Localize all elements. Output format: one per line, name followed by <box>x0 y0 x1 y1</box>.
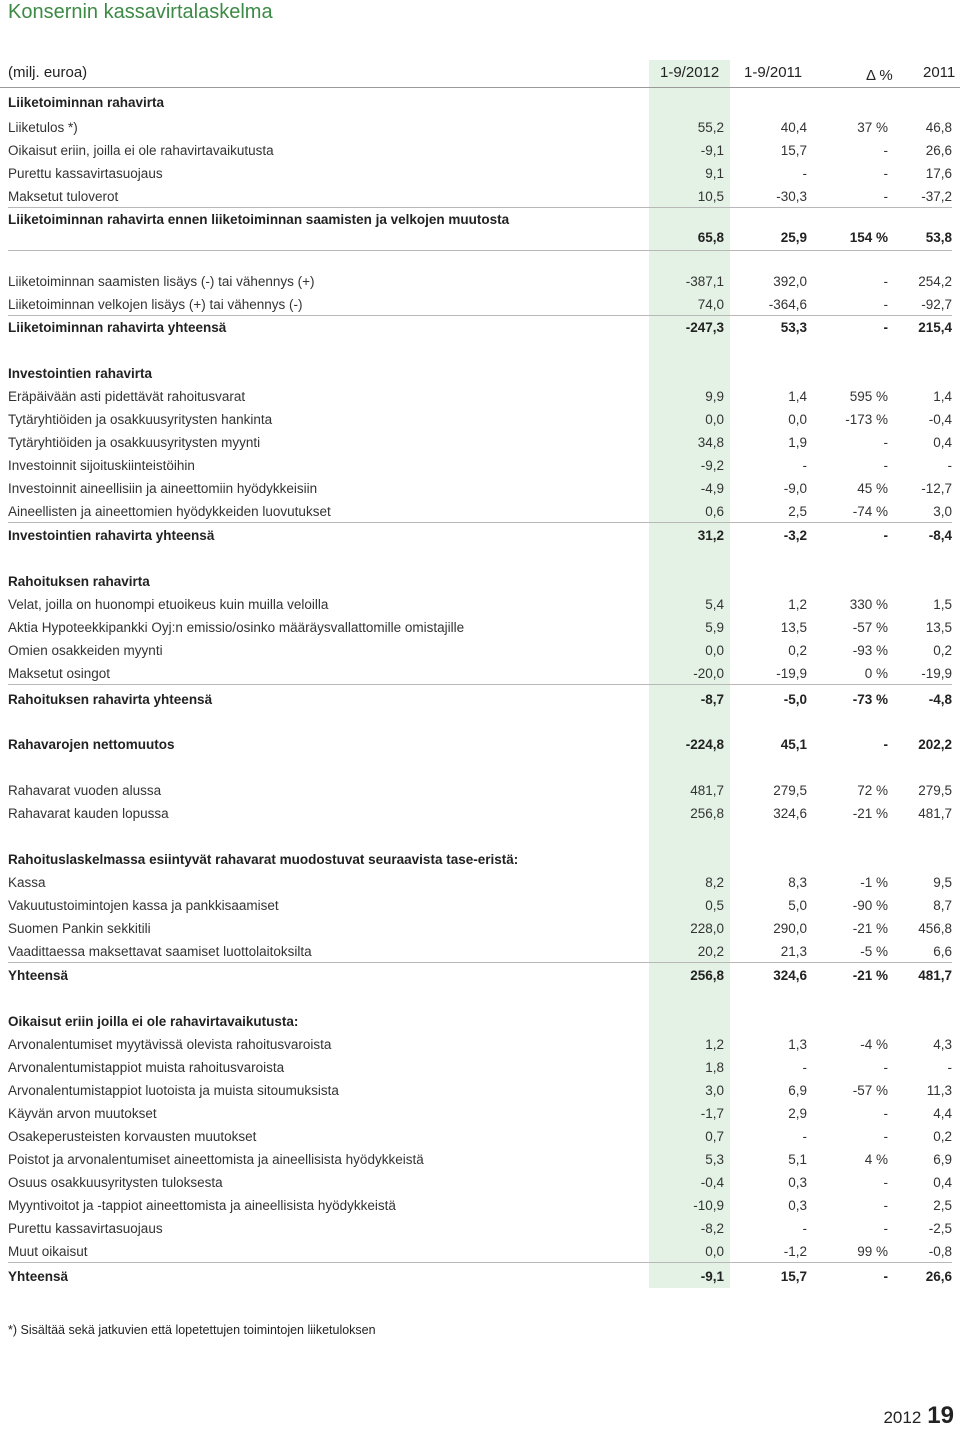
value-1-9-2012: 1,8 <box>705 1060 724 1075</box>
value-1-9-2011: -1,2 <box>783 1244 807 1259</box>
value-1-9-2011: 324,6 <box>773 968 807 983</box>
value-2011: 0,2 <box>933 643 952 658</box>
table-row <box>8 572 952 592</box>
value-1-9-2012: 0,6 <box>705 504 724 519</box>
value-1-9-2012: -4,9 <box>700 481 724 496</box>
value-delta-pct: 154 % <box>849 230 888 245</box>
value-1-9-2012: 34,8 <box>697 435 724 450</box>
table-row <box>8 387 952 407</box>
value-2011: 26,6 <box>925 1269 952 1284</box>
row-label: Tytäryhtiöiden ja osakkuusyritysten hankinta <box>8 412 273 427</box>
value-1-9-2012: -20,0 <box>693 666 724 681</box>
row-label: Investointien rahavirta <box>8 366 153 381</box>
row-label: Yhteensä <box>8 1269 69 1284</box>
value-2011: 456,8 <box>918 921 952 936</box>
value-1-9-2011: 290,0 <box>773 921 807 936</box>
row-label: Arvonalentumiset myytävissä olevista rahoitusvaroista <box>8 1037 332 1052</box>
value-2011: 0,4 <box>933 1175 952 1190</box>
column-header-2011: 2011 <box>923 64 956 81</box>
value-1-9-2012: -247,3 <box>685 320 724 335</box>
value-1-9-2011: 0,2 <box>788 643 807 658</box>
row-label: Suomen Pankin sekkitili <box>8 921 151 936</box>
value-delta-pct: - <box>883 297 888 312</box>
value-delta-pct: -173 % <box>845 412 888 427</box>
table-row <box>8 804 952 824</box>
value-2011: - <box>947 458 952 473</box>
value-delta-pct: - <box>883 189 888 204</box>
table-row <box>8 164 952 184</box>
row-label: Maksetut osingot <box>8 666 111 681</box>
value-2011: -8,4 <box>928 528 952 543</box>
value-1-9-2012: 0,0 <box>705 643 724 658</box>
value-2011: 1,4 <box>933 389 952 404</box>
unit-label: (milj. euroa) <box>8 64 88 81</box>
table-row <box>8 502 952 523</box>
value-1-9-2011: 15,7 <box>780 143 807 158</box>
row-label: Omien osakkeiden myynti <box>8 643 163 658</box>
row-label: Kassa <box>8 875 46 890</box>
row-label: Arvonalentumistappiot muista rahoitusvaroista <box>8 1060 285 1075</box>
value-1-9-2011: 2,5 <box>788 504 807 519</box>
row-label: Liiketoiminnan rahavirta yhteensä <box>8 320 227 335</box>
value-delta-pct: -74 % <box>852 504 888 519</box>
row-label: Purettu kassavirtasuojaus <box>8 166 163 181</box>
value-1-9-2011: 392,0 <box>773 274 807 289</box>
value-1-9-2012: 20,2 <box>697 944 724 959</box>
value-delta-pct: - <box>883 1060 888 1075</box>
row-label: Rahoituslaskelmassa esiintyvät rahavarat muodostuvat seuraavista tase-eristä: <box>8 852 519 867</box>
value-2011: 9,5 <box>933 875 952 890</box>
table-row <box>8 690 952 710</box>
value-1-9-2011: - <box>802 1129 807 1144</box>
value-delta-pct: - <box>883 435 888 450</box>
row-label: Osakeperusteisten korvausten muutokset <box>8 1129 257 1144</box>
row-label: Arvonalentumistappiot luotoista ja muista sitoumuksista <box>8 1083 339 1098</box>
value-1-9-2012: 9,9 <box>705 389 724 404</box>
value-1-9-2011: 5,0 <box>788 898 807 913</box>
value-1-9-2012: -10,9 <box>693 1198 724 1213</box>
row-label: Rahoituksen rahavirta <box>8 574 150 589</box>
value-1-9-2012: 8,2 <box>705 875 724 890</box>
value-1-9-2012: 55,2 <box>697 120 724 135</box>
value-delta-pct: 37 % <box>857 120 888 135</box>
value-2011: 0,2 <box>933 1129 952 1144</box>
table-row <box>8 1081 952 1101</box>
table-row <box>8 118 952 138</box>
value-delta-pct: - <box>883 1198 888 1213</box>
value-1-9-2012: -8,2 <box>700 1221 724 1236</box>
row-label: Rahavarojen nettomuutos <box>8 737 175 752</box>
value-2011: 6,6 <box>933 944 952 959</box>
row-label: Liiketoiminnan rahavirta ennen liiketoiminnan saamisten ja velkojen muutosta <box>8 212 510 227</box>
row-label: Rahoituksen rahavirta yhteensä <box>8 692 213 707</box>
value-1-9-2011: 15,7 <box>780 1269 807 1284</box>
value-1-9-2011: 1,4 <box>788 389 807 404</box>
value-2011: -19,9 <box>921 666 952 681</box>
value-1-9-2012: 9,1 <box>705 166 724 181</box>
value-1-9-2011: - <box>802 166 807 181</box>
value-delta-pct: 595 % <box>849 389 888 404</box>
value-delta-pct: - <box>883 143 888 158</box>
value-1-9-2011: 5,1 <box>788 1152 807 1167</box>
table-row <box>8 526 952 546</box>
value-1-9-2012: -9,1 <box>700 143 724 158</box>
value-2011: -12,7 <box>921 481 952 496</box>
value-1-9-2011: -3,2 <box>783 528 807 543</box>
value-delta-pct: -4 % <box>860 1037 888 1052</box>
value-1-9-2012: 256,8 <box>690 968 724 983</box>
column-header-delta-pct: Δ % <box>866 67 893 84</box>
value-delta-pct: -73 % <box>852 692 888 707</box>
table-row <box>8 1150 952 1170</box>
value-delta-pct: -21 % <box>852 806 888 821</box>
value-1-9-2011: 6,9 <box>788 1083 807 1098</box>
value-1-9-2011: 324,6 <box>773 806 807 821</box>
value-2011: -0,4 <box>928 412 952 427</box>
value-1-9-2012: 1,2 <box>705 1037 724 1052</box>
row-label: Purettu kassavirtasuojaus <box>8 1221 163 1236</box>
table-row <box>8 618 952 638</box>
table-row <box>8 1104 952 1124</box>
table-row <box>8 1173 952 1193</box>
value-1-9-2012: -387,1 <box>685 274 724 289</box>
value-1-9-2011: 13,5 <box>780 620 807 635</box>
column-header-1-9-2011: 1-9/2011 <box>744 64 803 81</box>
value-delta-pct: - <box>883 1269 888 1284</box>
row-label: Rahavarat kauden lopussa <box>8 806 169 821</box>
value-2011: 4,3 <box>933 1037 952 1052</box>
value-delta-pct: 330 % <box>849 597 888 612</box>
table-row <box>8 272 952 292</box>
value-1-9-2011: 40,4 <box>780 120 807 135</box>
row-label: Yhteensä <box>8 968 69 983</box>
value-1-9-2011: 0,3 <box>788 1175 807 1190</box>
value-1-9-2011: 45,1 <box>780 737 807 752</box>
table-row <box>8 1196 952 1216</box>
table-row <box>8 1242 952 1263</box>
value-delta-pct: - <box>883 274 888 289</box>
row-label: Velat, joilla on huonompi etuoikeus kuin muilla veloilla <box>8 597 329 612</box>
value-2011: 4,4 <box>933 1106 952 1121</box>
value-1-9-2012: 65,8 <box>697 230 724 245</box>
table-row <box>8 364 952 384</box>
value-1-9-2011: 21,3 <box>780 944 807 959</box>
value-delta-pct: -5 % <box>860 944 888 959</box>
row-label: Oikaisut eriin joilla ei ole rahavirtavaikutusta: <box>8 1014 299 1029</box>
value-delta-pct: 4 % <box>864 1152 888 1167</box>
table-row <box>8 410 952 430</box>
value-delta-pct: - <box>883 166 888 181</box>
value-2011: 254,2 <box>918 274 952 289</box>
column-header-1-9-2012: 1-9/2012 <box>660 64 720 81</box>
value-2011: 279,5 <box>918 783 952 798</box>
table-row <box>8 1035 952 1055</box>
value-2011: 481,7 <box>918 806 952 821</box>
table-row <box>8 873 952 893</box>
value-1-9-2012: 0,0 <box>705 1244 724 1259</box>
value-1-9-2011: - <box>802 458 807 473</box>
row-label: Investoinnit aineellisiin ja aineettomiin hyödykkeisiin <box>8 481 318 496</box>
value-2011: -92,7 <box>921 297 952 312</box>
table-row <box>8 664 952 685</box>
row-label: Investoinnit sijoituskiinteistöihin <box>8 458 195 473</box>
value-2011: 8,7 <box>933 898 952 913</box>
value-2011: 202,2 <box>918 737 952 752</box>
row-label: Myyntivoitot ja -tappiot aineettomista ja aineellisista hyödykkeistä <box>8 1198 396 1213</box>
value-1-9-2012: 0,0 <box>705 412 724 427</box>
value-delta-pct: - <box>883 458 888 473</box>
value-1-9-2011: - <box>802 1060 807 1075</box>
value-delta-pct: -57 % <box>852 1083 888 1098</box>
row-label: Liiketoiminnan rahavirta <box>8 95 165 110</box>
table-row <box>8 1012 952 1032</box>
table-row <box>8 735 952 755</box>
value-1-9-2012: -1,7 <box>700 1106 724 1121</box>
table-row <box>8 93 952 113</box>
row-label: Vaadittaessa maksettavat saamiset luottolaitoksilta <box>8 944 312 959</box>
value-1-9-2011: 2,9 <box>788 1106 807 1121</box>
value-delta-pct: 72 % <box>857 783 888 798</box>
row-label: Rahavarat vuoden alussa <box>8 783 162 798</box>
value-2011: -2,5 <box>928 1221 952 1236</box>
value-delta-pct: -57 % <box>852 620 888 635</box>
table-row <box>8 942 952 963</box>
value-1-9-2012: 5,3 <box>705 1152 724 1167</box>
table-row <box>8 1058 952 1078</box>
value-2011: -4,8 <box>928 692 952 707</box>
value-1-9-2012: -0,4 <box>700 1175 724 1190</box>
value-1-9-2011: -5,0 <box>783 692 807 707</box>
value-2011: 3,0 <box>933 504 952 519</box>
row-label: Vakuutustoimintojen kassa ja pankkisaamiset <box>8 898 279 913</box>
table-row <box>8 919 952 939</box>
table-row <box>8 850 952 870</box>
table-row <box>8 295 952 316</box>
table-row <box>8 1219 952 1239</box>
row-label: Maksetut tuloverot <box>8 189 119 204</box>
value-2011: 0,4 <box>933 435 952 450</box>
value-1-9-2012: 228,0 <box>690 921 724 936</box>
value-1-9-2011: 8,3 <box>788 875 807 890</box>
value-delta-pct: - <box>883 1106 888 1121</box>
row-label: Aktia Hypoteekkipankki Oyj:n emissio/osinko määräysvallattomille omistajille <box>8 620 465 635</box>
value-2011: -37,2 <box>921 189 952 204</box>
value-2011: 46,8 <box>925 120 952 135</box>
row-label: Osuus osakkuusyritysten tuloksesta <box>8 1175 223 1190</box>
row-label: Investointien rahavirta yhteensä <box>8 528 215 543</box>
value-delta-pct: -21 % <box>852 921 888 936</box>
value-2011: 6,9 <box>933 1152 952 1167</box>
value-1-9-2011: 1,2 <box>788 597 807 612</box>
page-title: Konsernin kassavirtalaskelma <box>8 1 273 23</box>
value-1-9-2011: 25,9 <box>780 230 807 245</box>
value-delta-pct: - <box>883 528 888 543</box>
value-1-9-2011: 279,5 <box>773 783 807 798</box>
value-1-9-2012: 5,9 <box>705 620 724 635</box>
value-delta-pct: -1 % <box>860 875 888 890</box>
table-row <box>8 1267 952 1287</box>
value-2011: 2,5 <box>933 1198 952 1213</box>
row-label: Liiketulos *) <box>8 120 78 135</box>
value-delta-pct: 99 % <box>857 1244 888 1259</box>
row-label: Käyvän arvon muutokset <box>8 1106 157 1121</box>
table-header <box>8 64 956 86</box>
value-delta-pct: - <box>883 1129 888 1144</box>
header-divider <box>0 87 960 88</box>
value-delta-pct: - <box>883 1221 888 1236</box>
value-1-9-2012: -224,8 <box>685 737 724 752</box>
value-1-9-2012: 3,0 <box>705 1083 724 1098</box>
value-1-9-2011: - <box>802 1221 807 1236</box>
table-row <box>8 595 952 615</box>
row-label: Oikaisut eriin, joilla ei ole rahavirtavaikutusta <box>8 143 274 158</box>
value-delta-pct: 0 % <box>864 666 888 681</box>
table-row <box>8 141 952 161</box>
value-2011: - <box>947 1060 952 1075</box>
value-1-9-2011: -19,9 <box>776 666 807 681</box>
value-1-9-2012: 10,5 <box>697 189 724 204</box>
value-2011: 53,8 <box>925 230 952 245</box>
footnote: *) Sisältää sekä jatkuvien että lopetettujen toimintojen liiketuloksen <box>8 1323 376 1337</box>
value-delta-pct: -93 % <box>852 643 888 658</box>
table-row <box>8 210 952 251</box>
value-2011: 11,3 <box>926 1083 952 1098</box>
value-2011: 1,5 <box>933 597 952 612</box>
value-1-9-2011: 0,0 <box>788 412 807 427</box>
value-2011: 215,4 <box>918 320 952 335</box>
row-label: Aineellisten ja aineettomien hyödykkeiden luovutukset <box>8 504 331 519</box>
value-delta-pct: 45 % <box>857 481 888 496</box>
value-1-9-2011: -30,3 <box>776 189 807 204</box>
table-row <box>8 318 952 338</box>
value-1-9-2011: 1,9 <box>788 435 807 450</box>
value-1-9-2012: 256,8 <box>690 806 724 821</box>
value-1-9-2012: -9,1 <box>700 1269 724 1284</box>
row-label: Liiketoiminnan velkojen lisäys (+) tai vähennys (-) <box>8 297 303 312</box>
value-2011: 17,6 <box>925 166 952 181</box>
value-1-9-2012: -8,7 <box>700 692 724 707</box>
value-1-9-2012: 481,7 <box>690 783 724 798</box>
table-row <box>8 966 952 986</box>
page-number <box>883 1402 954 1430</box>
value-1-9-2012: 0,5 <box>705 898 724 913</box>
table-row <box>8 896 952 916</box>
row-label: Eräpäivään asti pidettävät rahoitusvarat <box>8 389 246 404</box>
value-1-9-2011: 1,3 <box>788 1037 807 1052</box>
value-2011: 481,7 <box>918 968 952 983</box>
value-1-9-2012: 74,0 <box>697 297 724 312</box>
value-1-9-2012: -9,2 <box>700 458 724 473</box>
value-delta-pct: - <box>883 320 888 335</box>
table-row <box>8 433 952 453</box>
row-label: Liiketoiminnan saamisten lisäys (-) tai vähennys (+) <box>8 274 315 289</box>
value-delta-pct: - <box>883 1175 888 1190</box>
page-year: 2012 <box>883 1408 922 1427</box>
value-delta-pct: -90 % <box>852 898 888 913</box>
value-1-9-2011: 53,3 <box>780 320 807 335</box>
page-number-value: 19 <box>927 1402 954 1429</box>
table-row <box>8 479 952 499</box>
table-row <box>8 641 952 661</box>
table-row <box>8 1127 952 1147</box>
value-1-9-2012: 31,2 <box>697 528 724 543</box>
value-1-9-2011: 0,3 <box>788 1198 807 1213</box>
table-row <box>8 456 952 476</box>
value-1-9-2011: -364,6 <box>768 297 807 312</box>
row-label: Muut oikaisut <box>8 1244 88 1259</box>
value-1-9-2012: 0,7 <box>705 1129 724 1144</box>
value-1-9-2012: 5,4 <box>705 597 724 612</box>
value-delta-pct: - <box>883 737 888 752</box>
value-delta-pct: -21 % <box>852 968 888 983</box>
value-1-9-2011: -9,0 <box>783 481 807 496</box>
value-2011: 26,6 <box>925 143 952 158</box>
value-2011: 13,5 <box>925 620 952 635</box>
table-row <box>8 781 952 801</box>
row-label: Poistot ja arvonalentumiset aineettomista ja aineellisista hyödykkeistä <box>8 1152 424 1167</box>
table-row <box>8 187 952 208</box>
value-2011: -0,8 <box>928 1244 952 1259</box>
row-label: Tytäryhtiöiden ja osakkuusyritysten myynti <box>8 435 261 450</box>
